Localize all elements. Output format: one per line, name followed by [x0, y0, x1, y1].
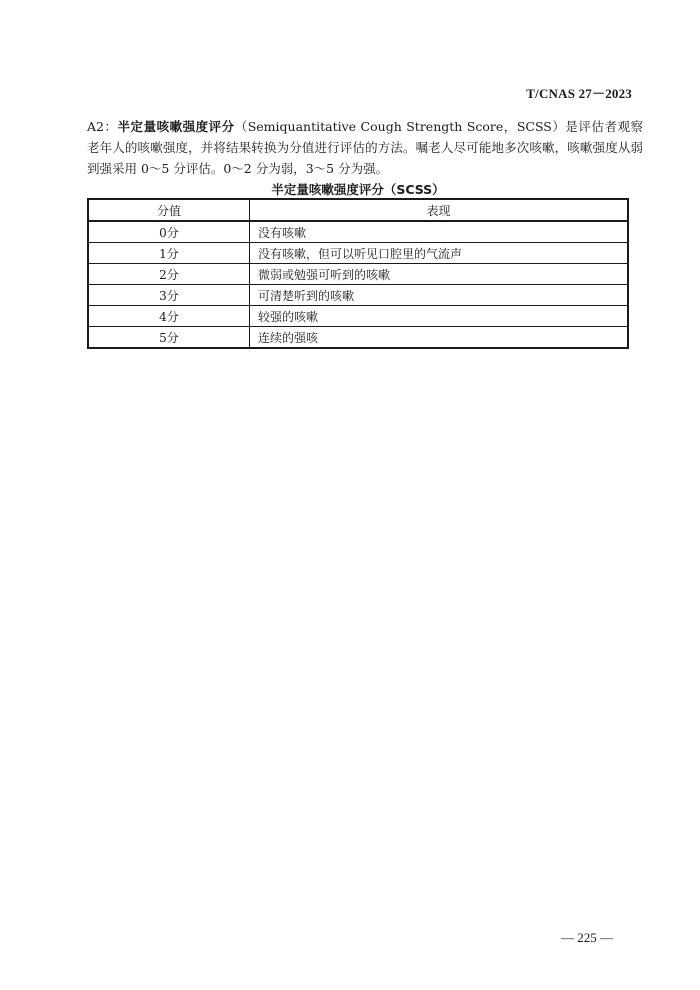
table-row: [88, 306, 628, 327]
page-number: — 225 —: [561, 930, 613, 945]
score-cell: 3分: [88, 285, 250, 306]
description-cell: 较强的咳嗽: [250, 306, 629, 327]
paragraph-label: 半定量咳嗽强度评分: [117, 119, 235, 134]
description-cell: 没有咳嗽，但可以听见口腔里的气流声: [250, 243, 629, 264]
paragraph-body: （Semiquantitative Cough Strength Score，SCSS）是评估者观察老年人的咳嗽强度，并将结果转换为分值进行评估的方法。嘱老人尽可能地多次咳嗽，咳嗽强度从弱到强采用 0～5 分评估。0～2 分为弱，3～5 分为强。: [87, 119, 643, 176]
description-cell: 没有咳嗽: [250, 221, 629, 243]
table-title: 半定量咳嗽强度评分（SCSS）: [271, 182, 445, 197]
table-row: [88, 221, 628, 243]
table-header-row: [88, 199, 628, 221]
table-row: [88, 264, 628, 285]
section-paragraph: [87, 116, 643, 179]
description-cell: 可清楚听到的咳嗽: [250, 285, 629, 306]
header-description: 表现: [250, 199, 629, 221]
score-cell: 4分: [88, 306, 250, 327]
table-row: [88, 327, 628, 349]
scss-table: [87, 198, 629, 349]
table-row: [88, 243, 628, 264]
header-score: 分值: [88, 199, 250, 221]
description-cell: 连续的强咳: [250, 327, 629, 349]
score-cell: 0分: [88, 221, 250, 243]
score-cell: 1分: [88, 243, 250, 264]
paragraph-prefix: A2：: [87, 119, 118, 134]
description-cell: 微弱或勉强可听到的咳嗽: [250, 264, 629, 285]
document-code: T/CNAS 27－2023: [526, 86, 632, 101]
score-cell: 5分: [88, 327, 250, 349]
score-cell: 2分: [88, 264, 250, 285]
table-row: [88, 285, 628, 306]
